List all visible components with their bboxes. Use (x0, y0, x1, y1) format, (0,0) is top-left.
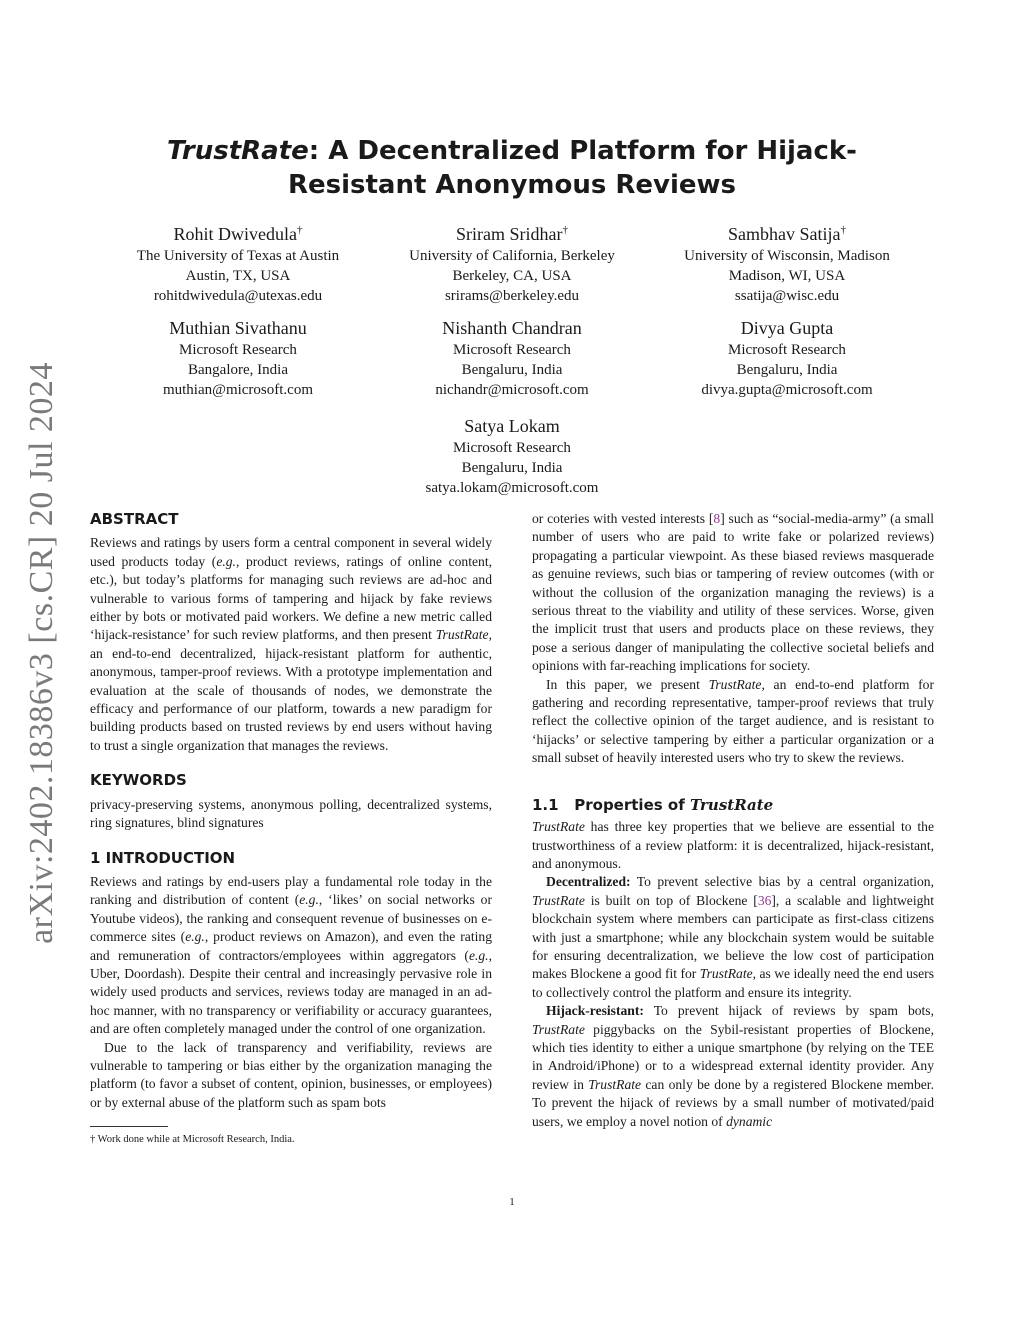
author-location: Austin, TX, USA (185, 268, 291, 284)
author-affiliation: University of Wisconsin, Madison (684, 248, 890, 264)
author-mark: † (562, 224, 568, 236)
author-block (98, 218, 378, 306)
author-affiliation: University of California, Berkeley (409, 248, 615, 264)
author-affiliation: The University of Texas at Austin (136, 248, 340, 264)
author-name: Sambhav Satija (728, 224, 841, 244)
author-location: Madison, WI, USA (728, 268, 846, 284)
right-column (532, 510, 934, 1131)
body-paragraph: In this paper, we present TrustRate, an end-to-end platform for gathering and recording representative, tamper-proof reviews that truly reflect the collective opinion of the target audience, and is resistant to ‘hijacks’ or selective tampering by either a particular organization or a small subset of heavily interested users who try to skew the reviews. (532, 676, 934, 766)
body-paragraph: TrustRate has three key properties that we believe are essential to the trustworthiness of a review platform: it is decentralized, hijack-resistant, and anonymous. (532, 819, 934, 871)
author-email: rohitdwivedula@utexas.edu (153, 288, 323, 304)
author-name: Nishanth Chandran (442, 318, 582, 338)
citation-link[interactable]: 36 (757, 892, 772, 908)
author-email: satya.lokam@microsoft.com (425, 480, 599, 496)
author-name: Muthian Sivathanu (169, 318, 307, 338)
section-heading: 1.1 Properties of TrustRate (532, 795, 774, 814)
author-affiliation: Microsoft Research (453, 440, 571, 456)
author-block (372, 218, 652, 306)
abstract-text: Reviews and ratings by users form a central component in several widely used products today (e.g., product reviews, ratings of online content, etc.), but today’s platforms for managing such reviews are ad-hoc and vulnerable to various forms of tampering and hijack by fake reviews either by bots or motivated paid workers. We define a new metric called ‘hijack-resistance’ for such review platforms, and then present TrustRate, an end-to-end decentralized, hijack-resistant platform for authentic, anonymous, tamper-proof reviews. With a prototype implementation and evaluation at the scale of thousands of nodes, we demonstrate the efficacy and performance of our platform, towards a new paradigm for building products based on trusted reviews by end users without having to trust a single organization that manages the reviews. (90, 535, 492, 753)
arxiv-sidebar (22, 363, 62, 943)
author-email: muthian@microsoft.com (162, 382, 314, 398)
author-name: Sriram Sridhar (456, 224, 563, 244)
author-location: Bengaluru, India (736, 362, 838, 378)
author-location: Bengaluru, India (461, 362, 563, 378)
author-block (372, 316, 652, 400)
author-location: Berkeley, CA, USA (452, 268, 572, 284)
author-affiliation: Microsoft Research (179, 342, 297, 358)
author-email: ssatija@wisc.edu (734, 288, 840, 304)
intro-paragraph: Due to the lack of transparency and verifiability, reviews are vulnerable to tampering or bias either by the organization managing the platform (to favor a subset of content, opinion, businesses, or employees) or by external abuse of the platform such as spam bots (90, 1039, 492, 1110)
author-email: srirams@berkeley.edu (444, 288, 580, 304)
keywords-heading: KEYWORDS (90, 771, 187, 790)
footnote-rule (90, 1126, 168, 1127)
author-location: Bangalore, India (188, 362, 288, 378)
author-mark: † (297, 224, 303, 236)
footnote: † Work done while at Microsoft Research, India. (90, 1134, 295, 1146)
body-paragraph: Decentralized: To prevent selective bias by a central organization, TrustRate is built on top of Blockene [36], a scalable and lightweight blockchain system where members can participate as first-class citizens with just a smartphone; while any blockchain system would be suitable for ensuring decentralization, we believe the low cost of participation makes Blockene a good fit for TrustRate, as we ideally need the end users to collectively control the platform and ensure its integrity. (532, 874, 935, 1000)
title-rest: : A Decentralized Platform for Hijack-Resistant Anonymous Reviews (287, 136, 857, 200)
body-paragraph: Hijack-resistant: To prevent hijack of reviews by spam bots, TrustRate piggybacks on the Sybil-resistant properties of Blockene, which ties identity to either a unique smartphone (by relying on the TEE in Android/iPhone) or to a widespread external identity provider. Any review in TrustRate can only be done by a registered Blockene member. To prevent the hijack of reviews by a small number of motivated/paid users, we employ a novel notion of dynamic (532, 1003, 934, 1129)
author-block (372, 414, 652, 498)
author-name: Divya Gupta (740, 318, 834, 338)
paper-title (120, 134, 904, 202)
intro-heading: 1 INTRODUCTION (90, 848, 236, 867)
author-name: Rohit Dwivedula (173, 224, 297, 244)
intro-paragraph: Reviews and ratings by end-users play a fundamental role today in the ranking and distribution of content (e.g., ‘likes’ on social networks or Youtube videos), the ranking and consequent revenue of businesses on e-commerce sites (e.g., product reviews on Amazon), and even the rating and remuneration of contractors/employees within aggregators (e.g., Uber, Doordash). Despite their central and increasingly pervasive role in widely used products and services, reviews today are managed in an ad-hoc manner, with no transparency or verifiability or accuracy guarantees, and are often completely managed under the control of one organization. (90, 873, 492, 1037)
author-block (647, 316, 927, 400)
body-paragraph: or coteries with vested interests [8] such as “social-media-army” (a small number of users who are paid to write fake or polarized reviews) propagating a particular viewpoint. As these biased reviews masquerade as genuine reviews, such bias or tampering of review outcomes (with or without the collusion of the organization managing the reviews) is a serious threat to the viability and utility of these services. Worse, given the implicit trust that users and products place on these reviews, they pose a serious danger of manipulating the collective societal beliefs and opinions with far-reaching implications for society. (532, 511, 935, 674)
author-name: Satya Lokam (464, 416, 560, 436)
author-block (98, 316, 378, 400)
author-email: divya.gupta@microsoft.com (701, 382, 873, 398)
arxiv-identifier: arXiv:2402.18386v3 [cs.CR] 20 Jul 2024 (23, 362, 60, 944)
page-number: 1 (509, 1196, 515, 1208)
author-mark: † (840, 224, 846, 236)
citation-link[interactable]: 8 (713, 511, 721, 526)
left-column (90, 510, 492, 1146)
abstract-heading: ABSTRACT (90, 510, 179, 528)
author-email: nichandr@microsoft.com (435, 382, 589, 398)
author-block (647, 218, 927, 306)
author-affiliation: Microsoft Research (728, 342, 846, 358)
author-location: Bengaluru, India (461, 460, 563, 476)
author-affiliation: Microsoft Research (453, 342, 571, 358)
keywords-text: privacy-preserving systems, anonymous polling, decentralized systems, ring signatures, blind signatures (90, 796, 492, 831)
title-system-name: TrustRate (167, 136, 309, 166)
